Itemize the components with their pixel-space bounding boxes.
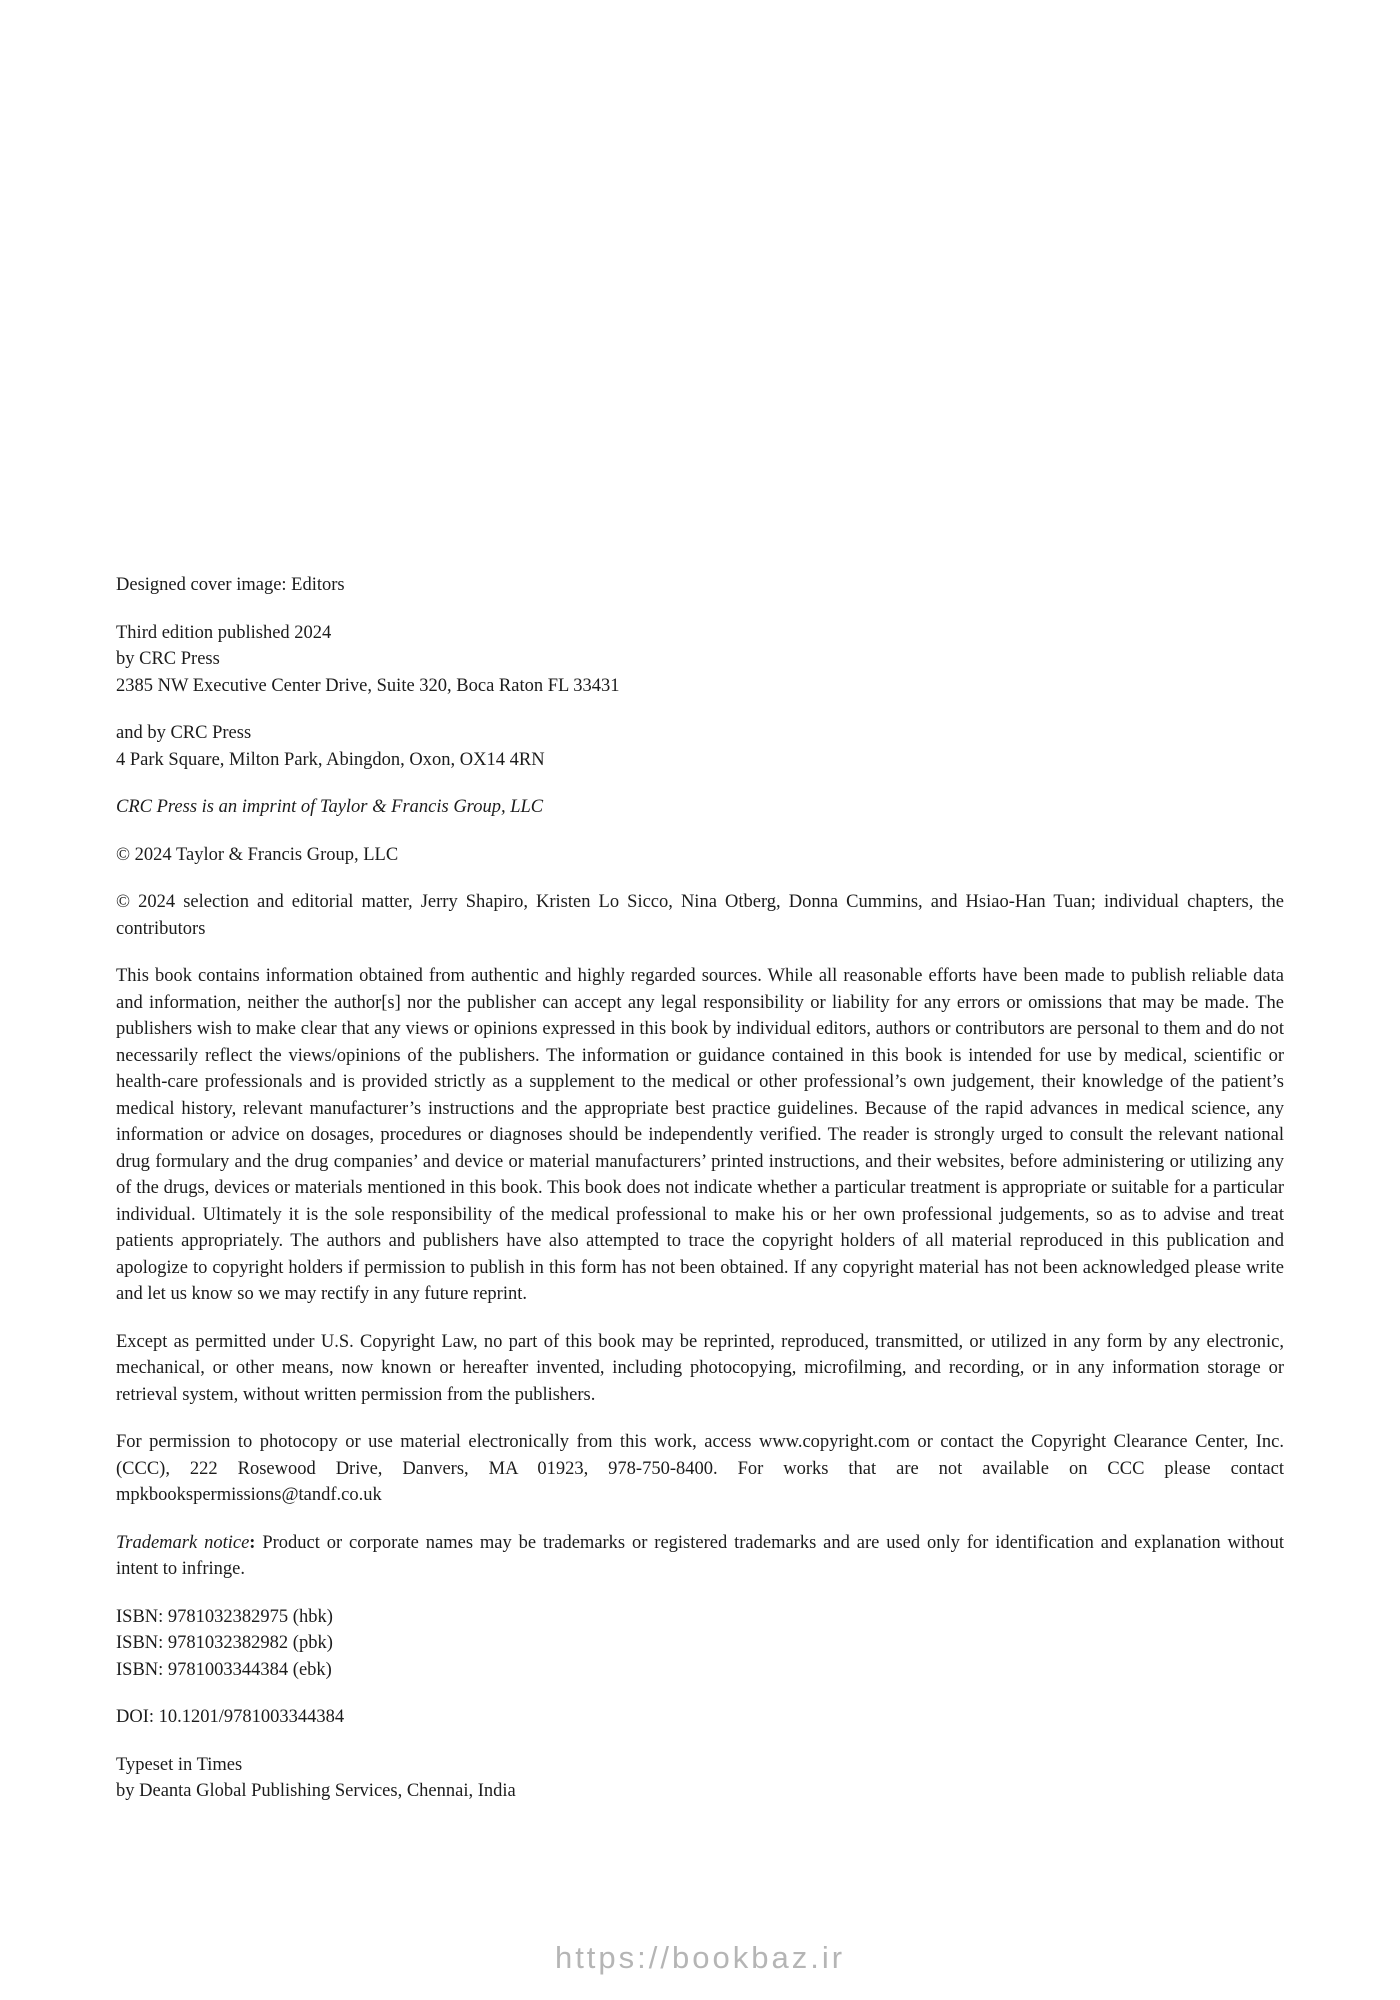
publisher-us-address-line: 2385 NW Executive Center Drive, Suite 320, Boca Raton FL 33431 — [116, 675, 620, 696]
watermark-text: https://bookbaz.ir — [554, 1940, 846, 1975]
isbn-block — [116, 1604, 1284, 1684]
cover-credit-line: Designed cover image: Editors — [116, 575, 345, 595]
trademark-notice-body: Product or corporate names may be trademarks or registered trademarks and are used only for identification and explanation without intent to infringe. — [116, 1532, 1284, 1579]
rights-paragraph: Except as permitted under U.S. Copyright Law, no part of this book may be reprinted, reproduced, transmitted, or utilized in any form by any electronic, mechanical, or other means, now known or hereafter invented, including photocopying, microfilming, and recording, or in any information storage or retrieval system, without written permission from the publishers. — [116, 1331, 1284, 1405]
copyright-main — [116, 842, 1284, 869]
isbn-ebk-line: ISBN: 9781003344384 (ebk) — [116, 1659, 332, 1680]
trademark-notice-lead: Trademark notice — [116, 1532, 250, 1553]
copyright-main-line: © 2024 Taylor & Francis Group, LLC — [116, 844, 399, 865]
typeset-service-line: by Deanta Global Publishing Services, Chennai, India — [116, 1781, 516, 1801]
edition-line: Third edition published 2024 — [116, 622, 332, 643]
copyright-editors: © 2024 selection and editorial matter, Jerry Shapiro, Kristen Lo Sicco, Nina Otberg, Donna Cummins, and Hsiao-Han Tuan; individual chapters, the contributors — [116, 892, 1284, 939]
copyright-text-block — [116, 572, 1284, 1826]
publisher-us-name-line: by CRC Press — [116, 649, 220, 669]
cover-credit — [116, 572, 1284, 599]
publisher-uk-name-line: and by CRC Press — [116, 723, 252, 743]
permissions-paragraph: For permission to photocopy or use material electronically from this work, access www.copyright.com or contact the Copyright Clearance Center, Inc. (CCC), 222 Rosewood Drive, Danvers, MA 01923, 978-750-8400. For works that are not available on CCC please contact mpkbookspermissions@tandf.co.uk — [116, 1432, 1284, 1505]
trademark-notice-paragraph — [116, 1530, 1284, 1583]
doi-block — [116, 1704, 1284, 1731]
isbn-pbk-line: ISBN: 9781032382982 (pbk) — [116, 1633, 333, 1653]
imprint-note-line: CRC Press is an imprint of Taylor & Francis Group, LLC — [116, 797, 544, 817]
publisher-uk-address-line: 4 Park Square, Milton Park, Abingdon, Oxon, OX14 4RN — [116, 749, 545, 770]
disclaimer-paragraph: This book contains information obtained from authentic and highly regarded sources. While all reasonable efforts have been made to publish reliable data and information, neither the author[s] nor the publisher can accept any legal responsibility or liability for any errors or omissions that may be made. The publishers wish to make clear that any views or opinions expressed in this book by individual editors, authors or contributors are personal to them and do not necessarily reflect the views/opinions of the publishers. The information or guidance contained in this book is intended for use by medical, scientific or health-care professionals and is provided strictly as a supplement to the medical or other professional’s own judgement, their knowledge of the patient’s medical history, relevant manufacturer’s instructions and the appropriate best practice guidelines. Because of the rapid advances in medical science, any information or advice on dosages, procedures or diagnoses should be independently verified. The reader is strongly urged to consult the relevant national drug formulary and the drug companies’ and device or material manufacturers’ printed instructions, and their websites, before administering or utilizing any of the drugs, devices or materials mentioned in this book. This book does not indicate whether a particular treatment is appropriate or suitable for a particular individual. Ultimately it is the sole responsibility of the medical professional to make his or her own professional judgements, so as to advise and treat patients appropriately. The authors and publishers have also attempted to trace the copyright holders of all material reproduced in this publication and apologize to copyright holders if permission to publish in this form has not been obtained. If any copyright material has not been acknowledged please write and let us know so we may rectify in any future reprint. — [116, 966, 1284, 1304]
typeset-font-line: Typeset in Times — [116, 1754, 243, 1775]
publisher-uk-block — [116, 720, 1284, 773]
typeset-block — [116, 1752, 1284, 1805]
doi-line: DOI: 10.1201/9781003344384 — [116, 1707, 345, 1727]
isbn-hbk-line: ISBN: 9781032382975 (hbk) — [116, 1606, 333, 1627]
publisher-us-block — [116, 620, 1284, 700]
trademark-notice-colon: : — [249, 1532, 256, 1553]
imprint-note — [116, 794, 1284, 821]
